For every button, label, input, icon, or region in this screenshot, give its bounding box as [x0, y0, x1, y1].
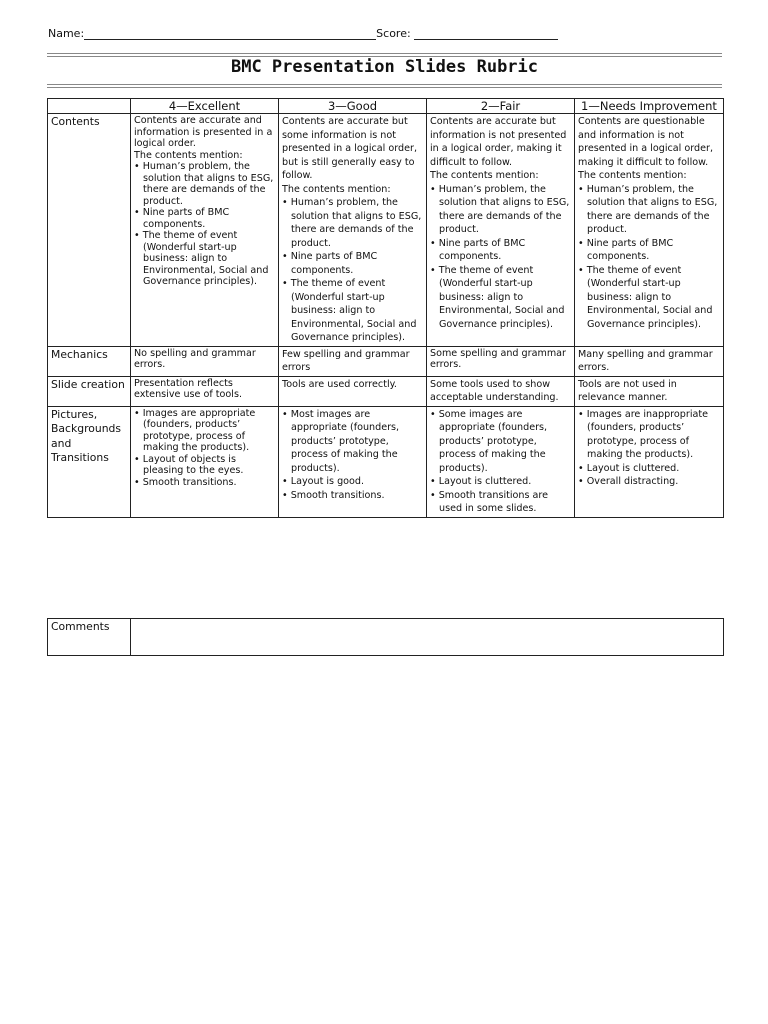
bullet-item: • Images are appropriate (founders, products’ prototype, process of making the products). [134, 408, 275, 454]
criterion-label: Pictures, Backgrounds and Transitions [48, 406, 131, 517]
bullet-list [578, 408, 720, 489]
level-header: 2—Fair [427, 99, 575, 114]
bullet-item: • Some images are appropriate (founders, products’ prototype, process of making the products). [430, 408, 571, 476]
mechanics-fair-cell: Some spelling and grammar errors. [427, 346, 575, 376]
bullet-list [134, 408, 275, 489]
cell-text: Contents are questionable and information is not presented in a logical order, making it difficult to follow. [578, 116, 714, 168]
rubric-row-mechanics [48, 346, 724, 376]
bullet-item: • Overall distracting. [578, 475, 720, 489]
bullet-item: • Nine parts of BMC components. [430, 237, 571, 264]
bullet-list [430, 408, 571, 516]
bullet-item: • Smooth transitions. [134, 477, 275, 489]
level-header: 4—Excellent [131, 99, 279, 114]
bullet-item: • Images are inappropriate (founders, products’ prototype, process of making the products). [578, 408, 720, 462]
slide-creation-excellent-cell: Presentation reflects extensive use of tools. [131, 376, 279, 406]
bullet-item: • Smooth transitions. [282, 489, 423, 503]
bullet-item: • Human’s problem, the solution that aligns to ESG, there are demands of the product. [282, 196, 423, 250]
rubric-header-row [48, 99, 724, 114]
level-header: 3—Good [279, 99, 427, 114]
contents-good-cell [279, 114, 427, 347]
contents-fair-cell [427, 114, 575, 347]
bullet-item: • Layout is cluttered. [430, 475, 571, 489]
rubric-row-pictures [48, 406, 724, 517]
bullet-item: • Nine parts of BMC components. [578, 237, 720, 264]
header-blank-cell [48, 99, 131, 114]
bullet-list [134, 161, 275, 288]
slide-creation-good-cell: Tools are used correctly. [279, 376, 427, 406]
page-title: BMC Presentation Slides Rubric [230, 57, 539, 77]
score-field-line[interactable] [414, 27, 558, 40]
title-bottom-rule-2 [47, 87, 722, 88]
bullet-item: • The theme of event (Wonderful start-up business: align to Environmental, Social and Governance principles). [578, 264, 720, 332]
bullet-item: • The theme of event (Wonderful start-up business: align to Environmental, Social and Governance principles). [134, 230, 275, 288]
bullet-item: • Layout is cluttered. [578, 462, 720, 476]
contents-excellent-cell [131, 114, 279, 347]
comments-field[interactable] [131, 619, 724, 656]
bullet-item: • The theme of event (Wonderful start-up business: align to Environmental, Social and Governance principles). [430, 264, 571, 332]
cell-text: The contents mention: [134, 149, 243, 161]
bullet-item: • Layout of objects is pleasing to the eyes. [134, 454, 275, 477]
slide-creation-fair-cell: Some tools used to show acceptable understanding. [427, 376, 575, 406]
comments-label: Comments [48, 619, 131, 656]
name-field-line[interactable] [84, 27, 376, 40]
score-label: Score: [376, 27, 411, 40]
pictures-excellent-cell [131, 406, 279, 517]
bullet-item: • Nine parts of BMC components. [282, 250, 423, 277]
criterion-label: Contents [48, 114, 131, 347]
rubric-table [47, 98, 724, 518]
bullet-item: • Most images are appropriate (founders, products’ prototype, process of making the products). [282, 408, 423, 476]
bullet-list [430, 183, 571, 332]
bullet-item: • Human’s problem, the solution that aligns to ESG, there are demands of the product. [134, 161, 275, 207]
cell-text: The contents mention: [578, 170, 687, 181]
slide-creation-needs-improvement-cell: Tools are not used in relevance manner. [575, 376, 724, 406]
pictures-fair-cell [427, 406, 575, 517]
contents-needs-improvement-cell [575, 114, 724, 347]
bullet-list [578, 183, 720, 332]
cell-text: Contents are accurate but some information is not presented in a logical order, but is still generally easy to follow. [282, 116, 418, 181]
bullet-item: • Layout is good. [282, 475, 423, 489]
pictures-good-cell [279, 406, 427, 517]
level-header: 1—Needs Improvement [575, 99, 724, 114]
name-label: Name: [48, 27, 85, 40]
cell-text: Contents are accurate and information is presented in a logical order. [134, 115, 273, 149]
mechanics-needs-improvement-cell: Many spelling and grammar errors. [575, 346, 724, 376]
comments-table [47, 618, 724, 656]
bullet-item: • Human’s problem, the solution that aligns to ESG, there are demands of the product. [578, 183, 720, 237]
pictures-needs-improvement-cell [575, 406, 724, 517]
bullet-item: • The theme of event (Wonderful start-up business: align to Environmental, Social and Governance principles). [282, 277, 423, 345]
cell-text: The contents mention: [282, 183, 391, 195]
rubric-row-slide-creation [48, 376, 724, 406]
cell-text: Contents are accurate but information is not presented in a logical order, making it difficult to follow. [430, 116, 567, 168]
rubric-row-contents [48, 114, 724, 347]
bullet-list [282, 408, 423, 503]
cell-text: The contents mention: [430, 170, 539, 181]
criterion-label: Slide creation [48, 376, 131, 406]
name-score-header [48, 27, 558, 40]
title-bottom-rule [47, 84, 722, 85]
mechanics-excellent-cell: No spelling and grammar errors. [131, 346, 279, 376]
bullet-list [282, 196, 423, 345]
criterion-label: Mechanics [48, 346, 131, 376]
bullet-item: • Human’s problem, the solution that aligns to ESG, there are demands of the product. [430, 183, 571, 237]
bullet-item: • Smooth transitions are used in some slides. [430, 489, 571, 516]
mechanics-good-cell: Few spelling and grammar errors [279, 346, 427, 376]
bullet-item: • Nine parts of BMC components. [134, 207, 275, 230]
title-top-rule [47, 53, 722, 54]
